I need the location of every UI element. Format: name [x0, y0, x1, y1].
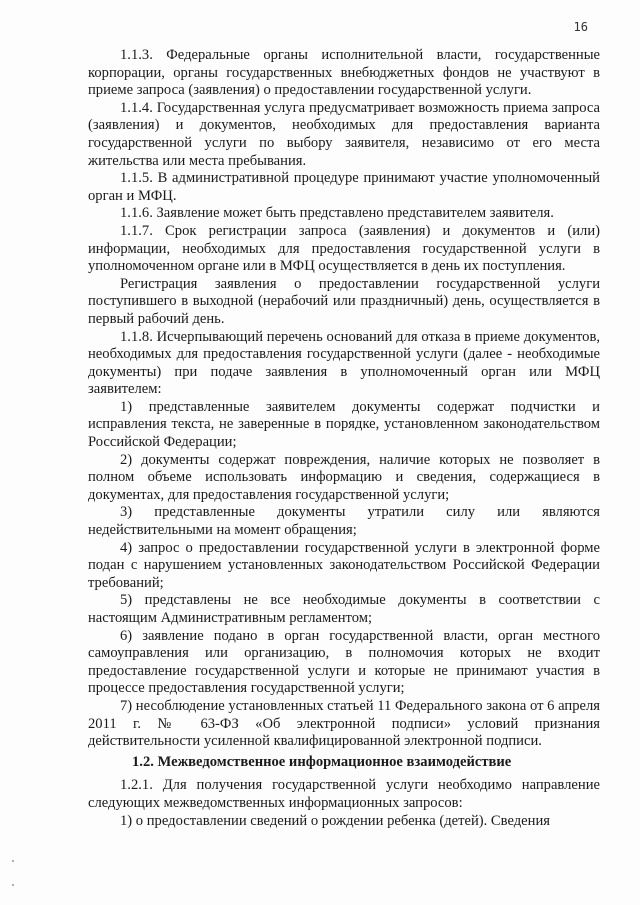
list-item-1: 1) представленные заявителем документы содержат подчистки и исправления текста, не заверенные в порядке, установленном законодательством Российской Федерации; [88, 398, 600, 451]
paragraph-1-1-6: 1.1.6. Заявление может быть представлено представителем заявителя. [120, 205, 554, 222]
list-item-6: 6) заявление подано в орган государственной власти, орган местного самоуправления или организацию, в полномочия которых не входит предоставление государственной услуги и которые не принимают участия в процессе предоставления государственной услуги; [88, 627, 600, 697]
paragraph-1-2-1: 1.2.1. Для получения государственной услуги необходимо направление следующих межведомственных информационных запросов: [88, 777, 600, 811]
paragraph-registration: Регистрация заявления о предоставлении государственной услуги поступившего в выходной (нерабочий или праздничный) день, осуществляется в первый рабочий день. [88, 275, 600, 327]
list-item-4: 4) запрос о предоставлении государственной услуги в электронной форме подан с нарушением установленных законодательством Российской Федерации требований; [88, 539, 600, 591]
page-number: 16 [573, 20, 588, 34]
section-heading: 1.2. Межведомственное информационное взаимодействие [132, 753, 512, 770]
list-item-7: 7) несоблюдение установленных статьей 11 Федерального закона от 6 апреля 2011 г. № 63-ФЗ «Об электронной подписи» условий признания действительности усиленной квалифицированной электронной подписи. [88, 697, 600, 750]
scan-artifact [12, 860, 14, 862]
list-item-3: 3) представленные документы утратили силу или являются недействительными на момент обращения; [88, 504, 600, 539]
paragraph-1-1-3: 1.1.3. Федеральные органы исполнительной власти, государственные корпорации, органы государственных внебюджетных фондов не участвуют в приеме запроса (заявления) о предоставлении государственной услуги. [88, 47, 600, 99]
list-item-5: 5) представлены не все необходимые документы в соответствии с настоящим Административным регламентом; [88, 592, 600, 626]
paragraph-1-1-5: 1.1.5. В административной процедуре принимают участие уполномоченный орган и МФЦ. [88, 170, 600, 204]
scan-artifact [12, 884, 14, 886]
paragraph-1-1-7: 1.1.7. Срок регистрации запроса (заявления) и документов и (или) информации, необходимых для предоставления государственной услуги в уполномоченном органе или в МФЦ осуществляется в день их поступления. [88, 222, 600, 275]
list-item-rozhdenie: 1) о предоставлении сведений о рождении ребенка (детей). Сведения [120, 812, 550, 829]
paragraph-1-1-8: 1.1.8. Исчерпывающий перечень оснований для отказа в приеме документов, необходимых для предоставления государственной услуги (далее - необходимые документы) при подаче заявления в уполномоченный орган или МФЦ заявителем: [88, 328, 600, 398]
list-item-2: 2) документы содержат повреждения, наличие которых не позволяет в полном объеме использовать информацию и сведения, содержащиеся в документах, для предоставления государственной услуги; [88, 451, 600, 503]
document-body [88, 47, 600, 830]
paragraph-1-1-4: 1.1.4. Государственная услуга предусматривает возможность приема запроса (заявления) и документов, необходимых для предоставления варианта государственной услуги по выбору заявителя, независимо от его места жительства или места пребывания. [88, 99, 600, 169]
